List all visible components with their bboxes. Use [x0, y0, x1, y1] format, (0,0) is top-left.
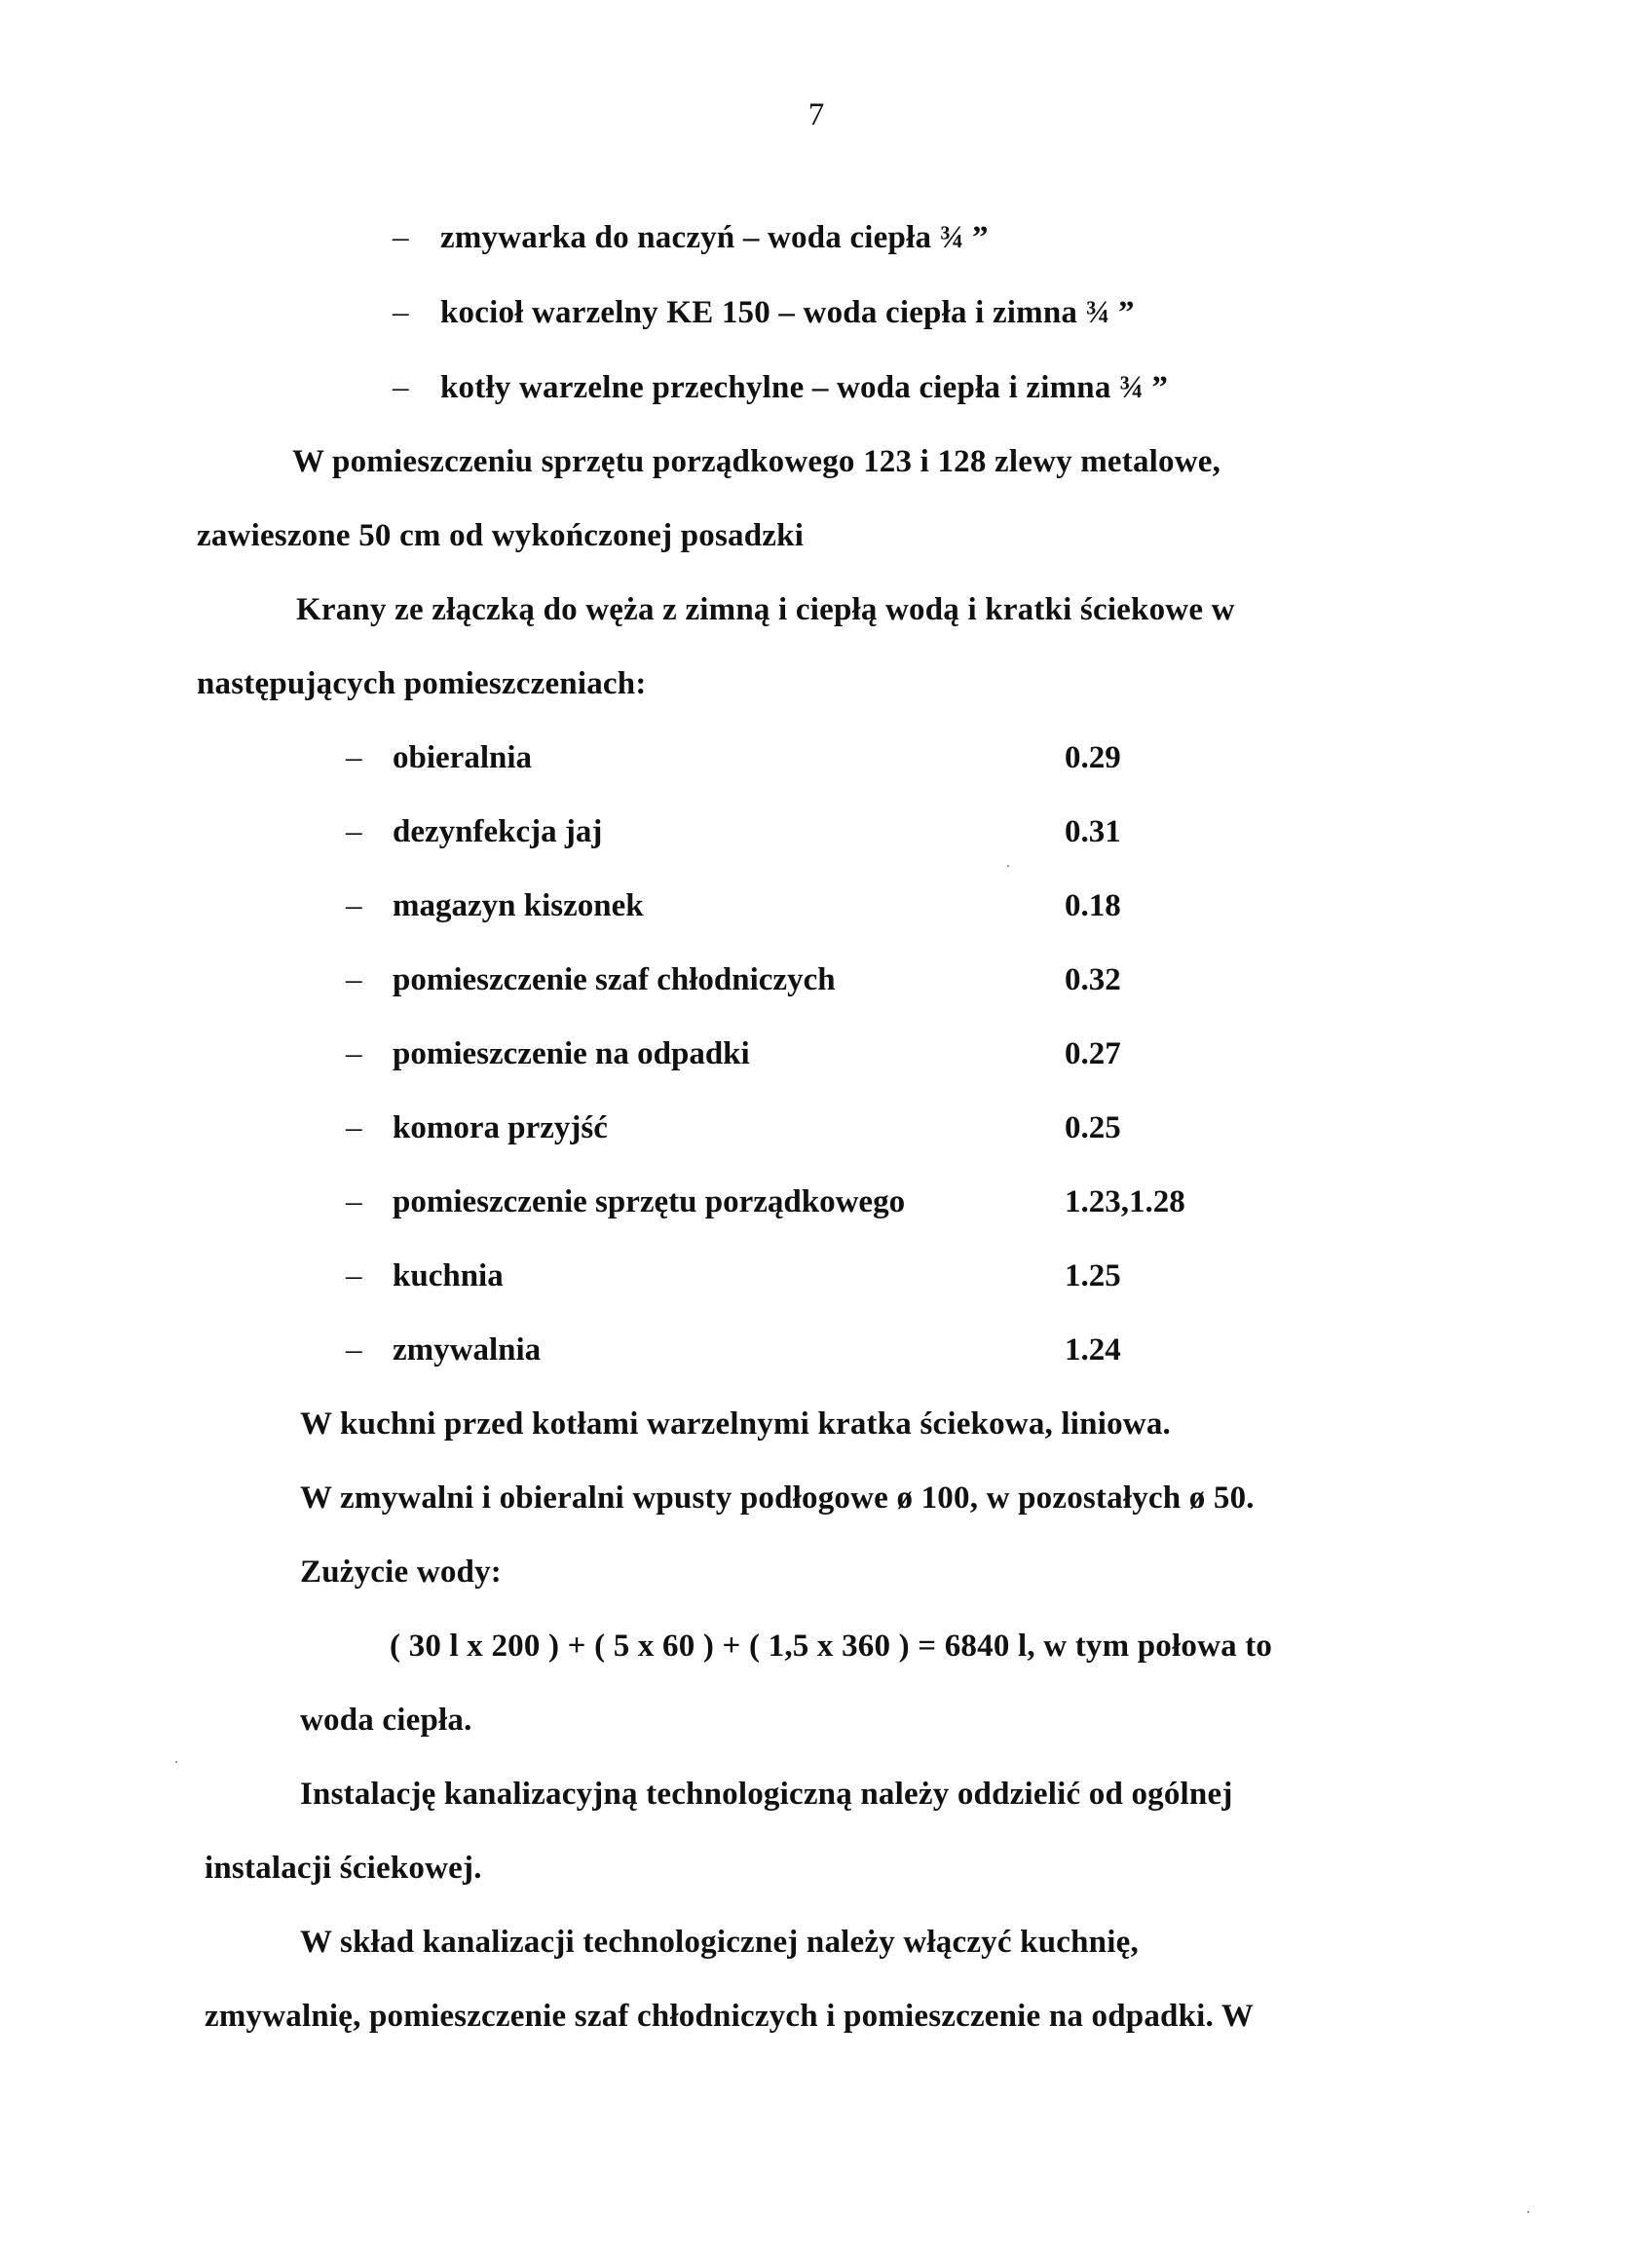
page-number: 7	[807, 97, 825, 132]
room-number: 0.27	[1065, 1036, 1121, 1071]
room-name: pomieszczenie szaf chłodniczych	[393, 962, 836, 997]
room-number: 0.32	[1065, 962, 1121, 997]
paragraph-line: Instalację kanalizacyjną technologiczną należy oddzielić od ogólnej	[300, 1777, 1233, 1812]
water-usage-continuation: woda ciepła.	[300, 1703, 472, 1738]
list-dash: –	[346, 814, 362, 849]
room-number: 0.31	[1065, 814, 1121, 849]
room-name: pomieszczenie sprzętu porządkowego	[393, 1184, 906, 1219]
room-number: 1.25	[1065, 1258, 1121, 1293]
paragraph-line: Krany ze złączką do węża z zimną i ciepłą wodą i kratki ściekowe w	[296, 592, 1235, 627]
list-dash: –	[346, 1258, 362, 1293]
list-dash: –	[393, 220, 409, 255]
room-name: magazyn kiszonek	[393, 888, 644, 923]
floor-drains-line: W zmywalni i obieralni wpusty podłogowe ø 100, w pozostałych ø 50.	[300, 1480, 1255, 1516]
paragraph-line: instalacji ściekowej.	[205, 1851, 482, 1886]
paragraph-line: W skład kanalizacji technologicznej należy włączyć kuchnię,	[300, 1925, 1139, 1960]
room-name: obieralnia	[393, 740, 533, 775]
list-item: kocioł warzelny KE 150 – woda ciepła i zimna ¾ ”	[440, 295, 1135, 330]
list-dash: –	[346, 1332, 362, 1368]
room-number: 1.23,1.28	[1065, 1184, 1185, 1219]
scan-speck	[175, 1761, 177, 1763]
list-dash: –	[346, 1036, 362, 1071]
water-usage-heading: Zużycie wody:	[300, 1555, 502, 1590]
room-number: 0.29	[1065, 740, 1121, 775]
room-name: kuchnia	[393, 1258, 504, 1293]
paragraph-line: zmywalnię, pomieszczenie szaf chłodniczych i pomieszczenie na odpadki. W	[205, 1999, 1255, 2034]
room-name: dezynfekcja jaj	[393, 814, 603, 849]
list-item: zmywarka do naczyń – woda ciepła ¾ ”	[440, 220, 989, 255]
list-dash: –	[346, 888, 362, 923]
room-name: komora przyjść	[393, 1110, 608, 1145]
list-dash: –	[393, 370, 409, 405]
list-dash: –	[346, 740, 362, 775]
paragraph-line: W pomieszczeniu sprzętu porządkowego 123 i 128 zlewy metalowe,	[292, 444, 1221, 479]
list-dash: –	[346, 1184, 362, 1219]
kitchen-drain-line: W kuchni przed kotłami warzelnymi kratka ściekowa, liniowa.	[300, 1406, 1171, 1442]
list-dash: –	[346, 962, 362, 997]
list-dash: –	[393, 295, 409, 330]
room-number: 1.24	[1065, 1332, 1121, 1368]
list-item: kotły warzelne przechylne – woda ciepła i zimna ¾ ”	[440, 370, 1169, 405]
room-number: 0.18	[1065, 888, 1121, 923]
room-number: 0.25	[1065, 1110, 1121, 1145]
room-name: zmywalnia	[393, 1332, 542, 1368]
paragraph-line: następujących pomieszczeniach:	[197, 666, 647, 701]
room-name: pomieszczenie na odpadki	[393, 1036, 750, 1071]
paragraph-line: zawieszone 50 cm od wykończonej posadzki	[197, 518, 805, 553]
water-usage-formula: ( 30 l x 200 ) + ( 5 x 60 ) + ( 1,5 x 360 ) = 6840 l, w tym połowa to	[390, 1629, 1273, 1664]
scan-speck	[1007, 865, 1009, 867]
list-dash: –	[346, 1110, 362, 1145]
scan-speck	[1527, 2211, 1529, 2213]
